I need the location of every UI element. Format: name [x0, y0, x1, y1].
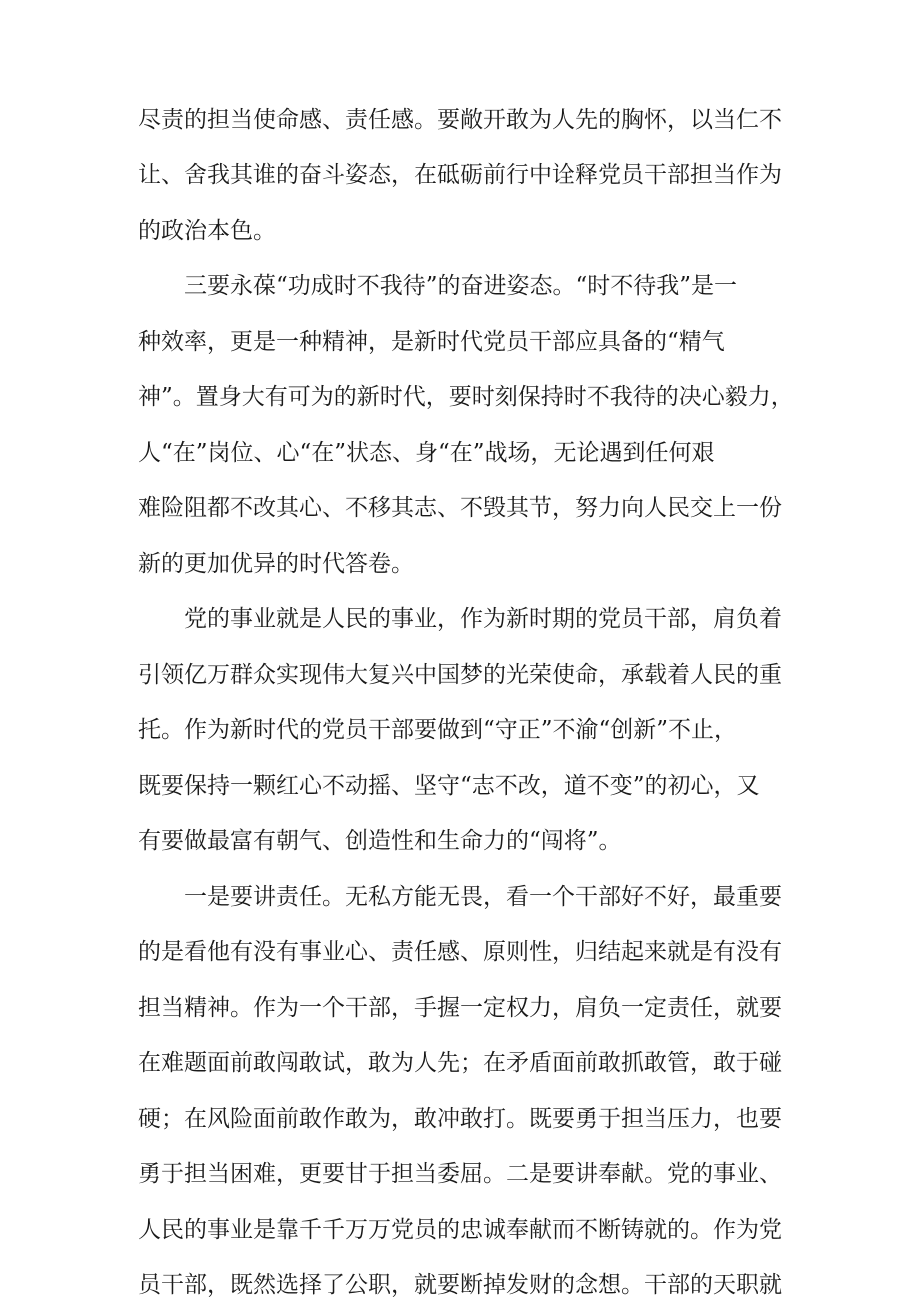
text-line: 人“在”岗位、心“在”状态、身“在”战场，无论遇到任何艰	[138, 440, 715, 466]
text-line: 引领亿万群众实现伟大复兴中国梦的光荣使命，承载着人民的重	[138, 662, 782, 688]
text-line: 神”。置身大有可为的新时代，要时刻保持时不我待的决心毅力，	[138, 384, 794, 410]
text-line: 难险阻都不改其心、不移其志、不毁其节，努力向人民交上一份	[138, 495, 782, 521]
text-line: 种效率，更是一种精神，是新时代党员干部应具备的“精气	[138, 329, 725, 355]
text-line: 硬；在风险面前敢作敢为，敢冲敢打。既要勇于担当压力，也要	[138, 1106, 782, 1132]
text-line: 在难题面前敢闯敢试，敢为人先；在矛盾面前敢抓敢管，敢于碰	[138, 1050, 782, 1076]
text-line: 勇于担当困难，更要甘于担当委屈。二是要讲奉献。党的事业、	[138, 1161, 782, 1187]
text-line: 员干部，既然选择了公职，就要断掉发财的念想。干部的天职就	[138, 1272, 782, 1298]
text-line: 一是要讲责任。无私方能无畏，看一个干部好不好，最重要	[184, 884, 782, 910]
text-line: 担当精神。作为一个干部，手握一定权力，肩负一定责任，就要	[138, 995, 782, 1021]
text-line: 尽责的担当使命感、责任感。要敞开敢为人先的胸怀，以当仁不	[138, 107, 782, 133]
text-line: 党的事业就是人民的事业，作为新时期的党员干部，肩负着	[184, 606, 782, 632]
text-line: 三要永葆“功成时不我待”的奋进姿态。“时不待我”是一	[184, 273, 738, 299]
text-line: 人民的事业是靠千千万万党员的忠诚奉献而不断铸就的。作为党	[138, 1217, 782, 1243]
text-line: 让、舍我其谁的奋斗姿态，在砥砺前行中诠释党员干部担当作为	[138, 162, 782, 188]
text-line: 托。作为新时代的党员干部要做到“守正”不渝“创新”不止，	[138, 717, 738, 743]
text-line: 的政治本色。	[138, 218, 276, 244]
text-line: 新的更加优异的时代答卷。	[138, 551, 414, 577]
text-line: 的是看他有没有事业心、责任感、原则性，归结起来就是有没有	[138, 939, 782, 965]
text-line: 既要保持一颗红心不动摇、坚守“志不改，道不变”的初心，又	[138, 773, 760, 799]
text-line: 有要做最富有朝气、创造性和生命力的“闯将”。	[138, 828, 622, 854]
